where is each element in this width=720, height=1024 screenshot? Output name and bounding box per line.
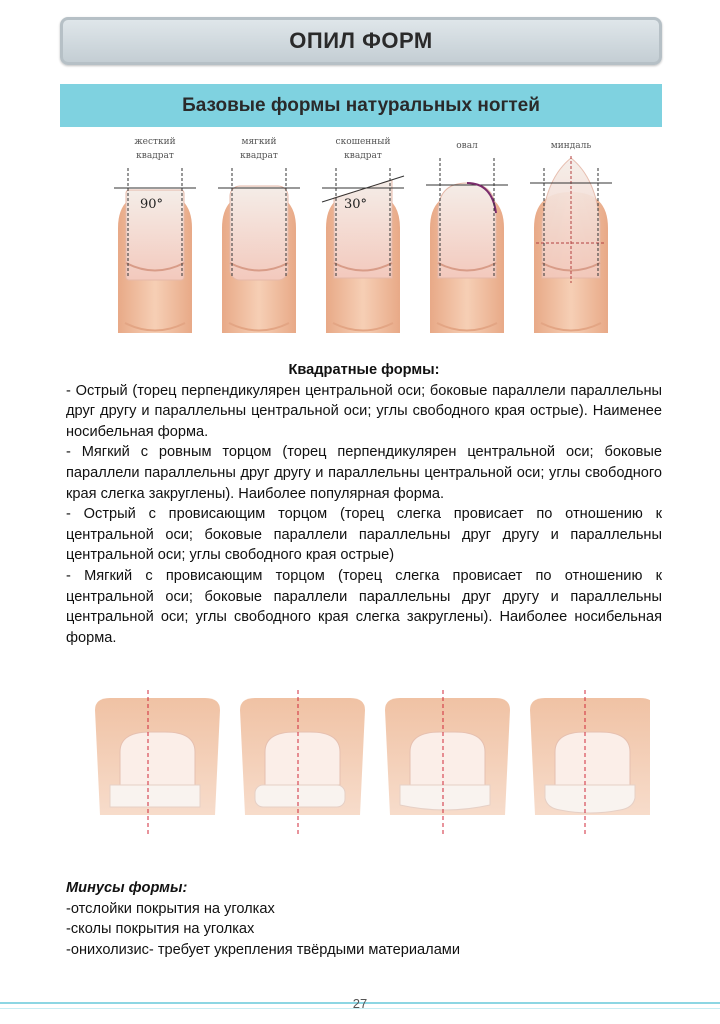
page-header bbox=[60, 17, 662, 65]
section-banner bbox=[60, 84, 662, 127]
shape-label: квадрат bbox=[240, 151, 278, 161]
finger-oval bbox=[426, 141, 508, 333]
shape-label: скошенный bbox=[335, 137, 391, 147]
section-title: Базовые формы натуральных ногтей bbox=[182, 94, 540, 116]
finger-angled-square bbox=[322, 137, 404, 333]
page-number: 27 bbox=[352, 996, 368, 1011]
finger-hard-square bbox=[114, 137, 196, 333]
square-forms-section bbox=[66, 360, 662, 648]
cons-item: -онихолизис- требует укрепления твёрдыми материалами bbox=[66, 941, 460, 958]
cons-heading: Минусы формы: bbox=[66, 880, 188, 896]
page-title: ОПИЛ ФОРМ bbox=[289, 28, 433, 53]
shape-label: жесткий bbox=[134, 137, 176, 147]
shape-label: мягкий bbox=[241, 137, 277, 147]
finger-almond bbox=[530, 141, 612, 333]
shape-label: овал bbox=[456, 141, 478, 151]
shape-label: квадрат bbox=[344, 151, 382, 161]
paragraph: - Мягкий с провисающим торцом (торец слегка провисает по отношению к центральной оси; боковые параллели параллельны друг другу и параллельны центральной оси; углы свободного края слегка закруглены). Наиболее носибельная форма. bbox=[66, 567, 662, 646]
cons-item: -сколы покрытия на уголках bbox=[66, 921, 255, 938]
shape-label: квадрат bbox=[136, 151, 174, 161]
paragraph: - Мягкий с ровным торцом (торец перпендикулярен центральной оси; боковые параллели параллельны друг другу и параллельны центральной оси; углы свободного края слегка закруглены). Наиболее популярная форма. bbox=[66, 444, 662, 502]
nail-shapes-illustration bbox=[100, 128, 620, 353]
square-nail-sharp-sagging bbox=[385, 690, 510, 835]
paragraph: - Острый (торец перпендикулярен центральной оси; боковые параллели параллельны друг другу и параллельны центральной оси; углы свободного края острые). Наименее носибельная форма. bbox=[66, 382, 662, 440]
square-nail-soft-sagging bbox=[530, 690, 650, 835]
angle-label: 30° bbox=[344, 197, 368, 212]
square-nail-sharp bbox=[95, 690, 220, 835]
finger-soft-square bbox=[218, 137, 300, 333]
cons-item: -отслойки покрытия на уголках bbox=[66, 900, 275, 917]
square-nails-illustration bbox=[80, 690, 650, 840]
shape-label: миндаль bbox=[550, 141, 592, 151]
section-heading: Квадратные формы: bbox=[288, 362, 440, 378]
square-nail-soft bbox=[240, 690, 365, 835]
angle-label: 90° bbox=[140, 197, 164, 212]
cons-section bbox=[66, 878, 460, 960]
paragraph: - Острый с провисающим торцом (торец слегка провисает по отношению к центральной оси; боковые параллели параллельны друг другу и параллельны центральной оси; углы свободного края острые) bbox=[66, 506, 662, 564]
